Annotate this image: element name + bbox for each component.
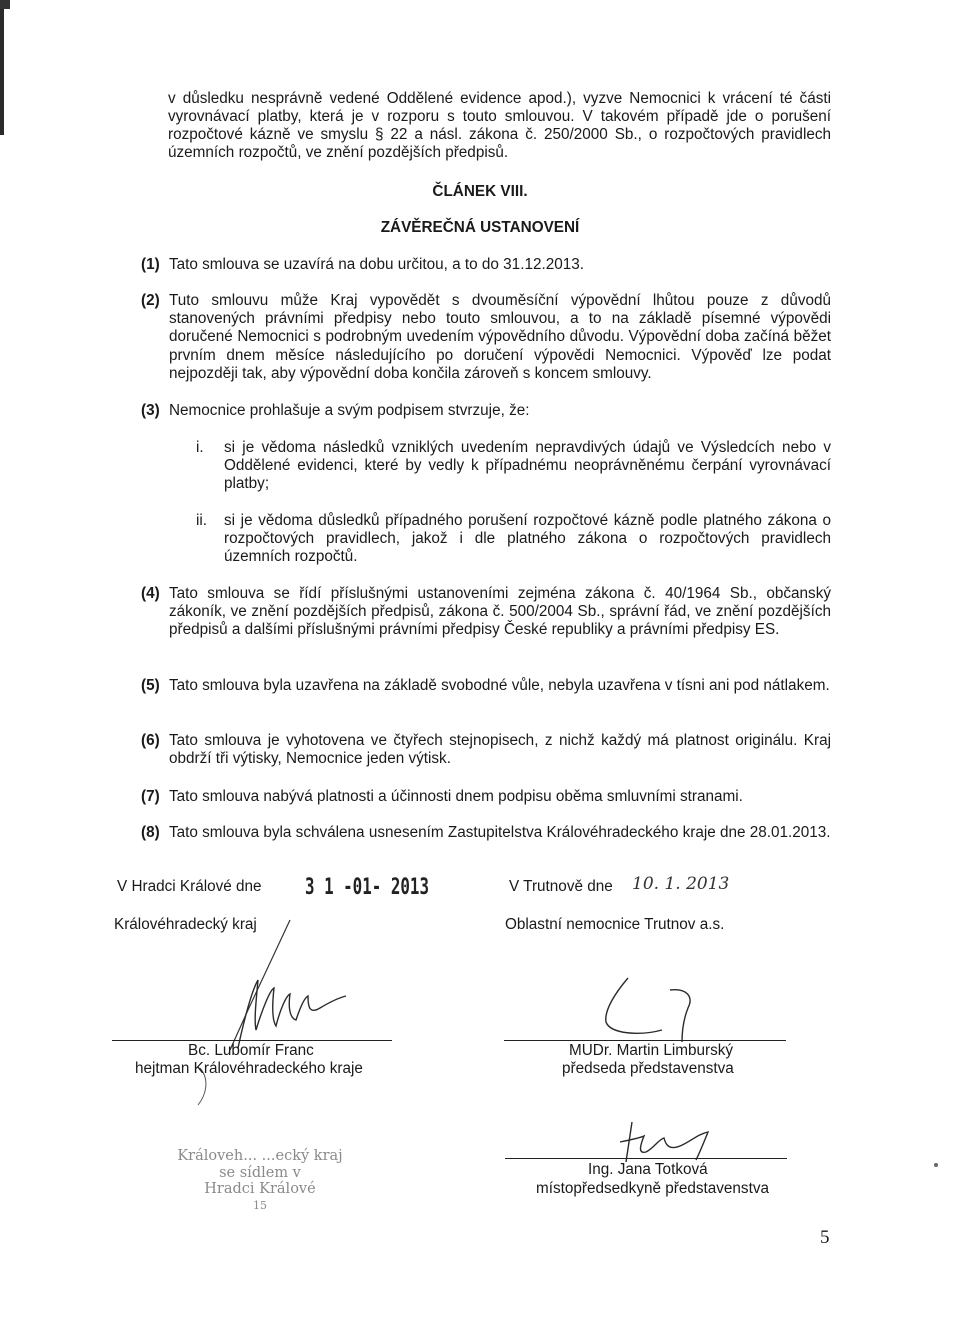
right-signature-line-1 bbox=[504, 1040, 786, 1041]
article-title: ZÁVĚREČNÁ USTANOVENÍ bbox=[380, 219, 580, 236]
seal-line-3: Hradci Králové bbox=[204, 1181, 316, 1197]
clause-6 bbox=[141, 732, 831, 768]
right-signatory-2-name: Ing. Jana Totková bbox=[588, 1161, 708, 1178]
clause-number: (3) bbox=[141, 402, 160, 419]
clause-text: Tato smlouva je vyhotovena ve čtyřech stejnopisech, z nichž každý má platnost originálu. Kraj obdrží tři výtisky, Nemocnice jeden výtisk. bbox=[169, 732, 831, 768]
clause-text: Tato smlouva byla schválena usnesením Zastupitelstva Královéhradeckého kraje dne 28.01.2013. bbox=[169, 824, 831, 841]
right-signature-line-2 bbox=[505, 1158, 787, 1159]
right-signatory-2-role: místopředsedkyně představenstva bbox=[536, 1180, 769, 1197]
clause-number: (6) bbox=[141, 732, 160, 749]
clause-text: Nemocnice prohlašuje a svým podpisem stvrzuje, že: bbox=[169, 402, 530, 419]
right-party: Oblastní nemocnice Trutnov a.s. bbox=[505, 916, 725, 933]
scan-speck bbox=[934, 1163, 938, 1167]
right-signatory-1-role: předseda představenstva bbox=[562, 1060, 734, 1077]
clause-number: (1) bbox=[141, 256, 160, 273]
left-signatory-name: Bc. Lubomír Franc bbox=[188, 1042, 314, 1059]
right-signature-1 bbox=[590, 960, 730, 1050]
clause-3 bbox=[141, 402, 831, 420]
intro-line-3: rozpočtové kázně ve smyslu § 22 a násl. zákona č. 250/2000 Sb., o rozpočtových pravidlech bbox=[168, 126, 831, 143]
clause-text: Tato smlouva nabývá platnosti a účinnosti dnem podpisu oběma smluvními stranami. bbox=[169, 788, 743, 805]
clause-number: (4) bbox=[141, 585, 160, 602]
page-number: 5 bbox=[820, 1227, 830, 1248]
clause-text: Tato smlouva se uzavírá na dobu určitou, a to do 31.12.2013. bbox=[169, 256, 584, 273]
clause-4 bbox=[141, 585, 831, 640]
list-item-ii bbox=[196, 512, 831, 567]
clause-text: Tato smlouva byla uzavřena na základě svobodné vůle, nebyla uzavřena v tísni ani pod nátlakem. bbox=[169, 677, 830, 694]
clause-number: (5) bbox=[141, 677, 160, 694]
left-signature bbox=[160, 910, 400, 1110]
left-signatory-role: hejtman Královéhradeckého kraje bbox=[135, 1060, 363, 1077]
list-item-i bbox=[196, 439, 831, 494]
official-seal bbox=[160, 1148, 360, 1214]
clause-number: (2) bbox=[141, 292, 160, 309]
left-signature-line bbox=[112, 1040, 392, 1041]
clause-text: Tato smlouva se řídí příslušnými ustanoveními zejména zákona č. 40/1964 Sb., občanský zákoník, ve znění pozdějších předpisů, zákona č. 500/2004 Sb., správní řád, ve znění pozdějších předpisů a dalšími příslušnými právními předpisy České republiky a právními předpisy ES. bbox=[169, 585, 831, 639]
scan-edge-corner bbox=[0, 0, 10, 9]
article-number: ČLÁNEK VIII. bbox=[432, 183, 528, 200]
left-place-label: V Hradci Králové dne bbox=[117, 878, 262, 895]
scan-edge bbox=[0, 0, 4, 135]
list-item-number: ii. bbox=[196, 512, 208, 529]
intro-line-4: územních rozpočtů, ve znění pozdějších předpisů. bbox=[168, 144, 509, 161]
clause-number: (8) bbox=[141, 824, 160, 841]
clause-2 bbox=[141, 292, 831, 383]
seal-line-2: se sídlem v bbox=[219, 1164, 301, 1181]
list-item-text: si je vědoma důsledků případného porušení rozpočtové kázně podle platného zákona o rozpočtových pravidlech, jakož i dle platného zákona o rozpočtových pravidlech územních rozpočtů. bbox=[224, 512, 831, 566]
clause-7 bbox=[141, 788, 831, 806]
intro-line-2: vyrovnávací platby, která je v rozporu s touto smlouvou. V takovém případě jde o porušení bbox=[168, 108, 831, 125]
clause-text: Tuto smlouvu může Kraj vypovědět s dvouměsíční výpovědní lhůtou pouze z důvodů stanovených právními předpisy nebo touto smlouvou, a to na základě písemné výpovědi doručené Nemocnici s podrobným uvedením výpovědního důvodu. Výpovědní doba začíná běžet prvním dnem měsíce následujícího po doručení výpovědi Nemocnici. Výpověď lze podat nejpozději tak, aby výpovědní doba končila zároveň s koncem smlouvy. bbox=[169, 292, 831, 382]
left-party: Královéhradecký kraj bbox=[114, 916, 257, 933]
list-item-text: si je vědoma následků vzniklých uvedením nepravdivých údajů ve Výsledcích nebo v Oddělené evidenci, které by vedly k případnému neoprávněnému čerpání vyrovnávací platby; bbox=[224, 439, 831, 493]
seal-line-4: 15 bbox=[253, 1198, 267, 1212]
list-item-number: i. bbox=[196, 439, 204, 456]
clause-1 bbox=[141, 256, 831, 274]
seal-line-1: Královeh... ...ecký kraj bbox=[177, 1148, 343, 1164]
clause-number: (7) bbox=[141, 788, 160, 805]
clause-8 bbox=[141, 824, 831, 842]
right-date-handwritten: 10. 1. 2013 bbox=[632, 874, 730, 894]
right-place-label: V Trutnově dne bbox=[509, 878, 613, 895]
clause-5 bbox=[141, 677, 831, 695]
intro-line-1: v důsledku nesprávně vedené Oddělené evidence apod.), vyzve Nemocnici k vrácení té části bbox=[168, 90, 831, 107]
left-date-stamp: 3 1 -01- 2013 bbox=[305, 875, 429, 900]
right-signatory-1-name: MUDr. Martin Limburský bbox=[569, 1042, 734, 1059]
